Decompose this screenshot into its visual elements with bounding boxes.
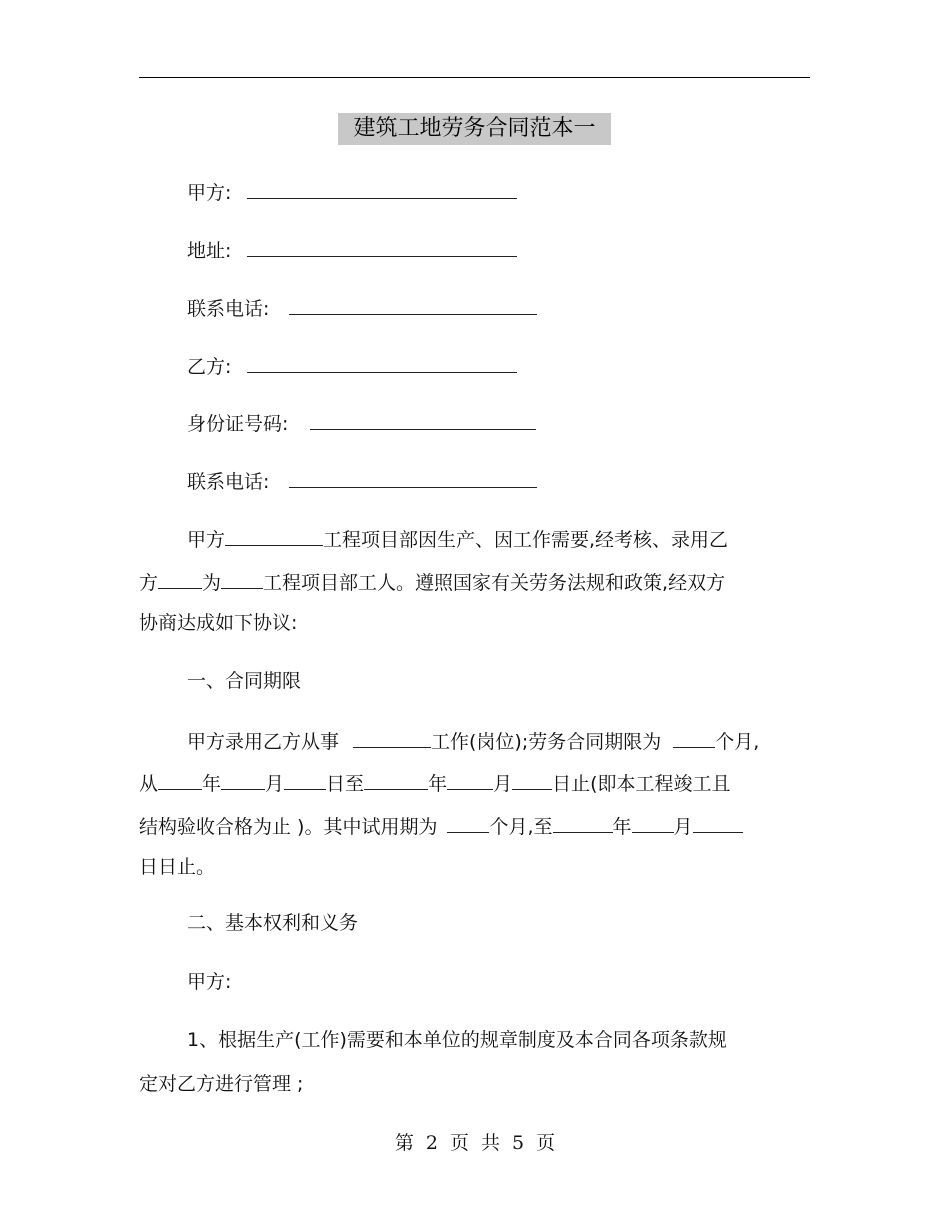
text-run: 年 [428, 773, 448, 795]
term-line-2 [139, 771, 731, 796]
fill-blank[interactable] [158, 771, 202, 790]
fill-blank[interactable] [553, 814, 613, 833]
fill-blank[interactable] [632, 814, 674, 833]
text-run: 方 [139, 572, 159, 594]
field-label: 地址: [187, 240, 232, 262]
section-heading-term: 一、合同期限 [187, 670, 302, 692]
field-label: 联系电话: [187, 471, 270, 493]
fill-blank[interactable] [447, 771, 493, 790]
intro-line-1 [187, 527, 728, 552]
field-phone-a [187, 296, 537, 321]
text-run: 日止(即本工程竣工且 [552, 773, 731, 795]
fill-blank[interactable] [221, 570, 263, 589]
party-a-heading: 甲方: [187, 971, 232, 993]
term-line-3 [139, 814, 743, 839]
item-1-line-1: 1、根据生产(工作)需要和本单位的规章制度及本合同各项条款规 [187, 1029, 727, 1051]
text-run: 月 [673, 816, 693, 838]
text-run: 甲方 [187, 529, 226, 551]
fill-blank[interactable] [289, 469, 537, 488]
text-run: 日至 [326, 773, 365, 795]
field-label: 甲方: [187, 182, 232, 204]
text-run: 工程项目部因生产、因工作需要,经考核、录用乙 [323, 529, 729, 551]
text-run: 月 [493, 773, 513, 795]
fill-blank[interactable] [310, 411, 536, 430]
fill-blank[interactable] [447, 814, 489, 833]
text-run: 个月,至 [489, 816, 553, 838]
fill-blank[interactable] [158, 570, 202, 589]
item-1-line-2: 定对乙方进行管理 ; [139, 1073, 304, 1095]
fill-blank[interactable] [221, 771, 265, 790]
fill-blank[interactable] [693, 814, 743, 833]
text-run: 年 [202, 773, 222, 795]
fill-blank[interactable] [364, 771, 428, 790]
intro-line-3: 协商达成如下协议: [139, 612, 298, 634]
field-phone-b [187, 469, 537, 494]
text-run: 工作(岗位);劳务合同期限为 [431, 731, 662, 753]
field-label: 身份证号码: [187, 413, 289, 435]
fill-blank[interactable] [225, 527, 323, 546]
text-run: 甲方录用乙方从事 [187, 731, 340, 753]
fill-blank[interactable] [284, 771, 326, 790]
field-party-b [187, 354, 517, 379]
fill-blank[interactable] [289, 296, 537, 315]
text-run: 从 [139, 773, 159, 795]
header-rule [139, 77, 810, 78]
fill-blank[interactable] [673, 729, 715, 748]
field-label: 联系电话: [187, 298, 270, 320]
term-line-4: 日日止。 [139, 856, 216, 878]
field-id-number [187, 411, 536, 436]
intro-line-2 [139, 570, 725, 595]
text-run: 结构验收合格为止 )。其中试用期为 [139, 816, 438, 838]
fill-blank[interactable] [247, 180, 517, 199]
text-run: 工程项目部工人。遵照国家有关劳务法规和政策,经双方 [263, 572, 726, 594]
fill-blank[interactable] [247, 238, 517, 257]
page-footer: 第 2 页 共 5 页 [394, 1132, 556, 1154]
term-line-1 [187, 729, 759, 754]
field-label: 乙方: [187, 356, 232, 378]
field-address [187, 238, 517, 263]
text-run: 为 [202, 572, 222, 594]
section-heading-rights: 二、基本权利和义务 [187, 912, 359, 934]
text-run: 年 [612, 816, 632, 838]
document-title: 建筑工地劳务合同范本一 [338, 113, 611, 145]
field-party-a [187, 180, 517, 205]
fill-blank[interactable] [512, 771, 552, 790]
text-run: 月 [265, 773, 285, 795]
text-run: 个月, [715, 731, 760, 753]
fill-blank[interactable] [353, 729, 431, 748]
fill-blank[interactable] [247, 354, 517, 373]
